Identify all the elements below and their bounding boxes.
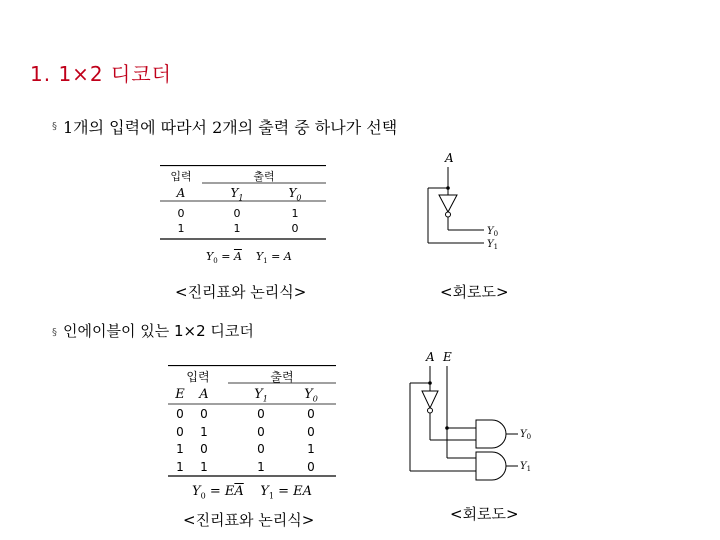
circuit2-input-e: E [443, 350, 452, 364]
output-header-2: 출력 [270, 370, 294, 384]
input-header-2: 입력 [186, 370, 210, 384]
col-y1-2: $Y_1$ [254, 387, 268, 404]
col-a: A [176, 186, 186, 200]
section2-text: 인에이블이 있는 1×2 디코더 [63, 322, 254, 340]
cell-a-2: 0 1 0 1 [200, 407, 208, 474]
caption-truth-table-1: <진리표와 논리식> [175, 283, 307, 301]
cell-y1-2: 0 0 0 1 [257, 407, 265, 474]
not-gate-icon-2 [422, 391, 438, 408]
caption-circuit-1: <회로도> [440, 283, 509, 301]
equations-1: $Y_0 = \overline{A}$ $Y_1 = A$ [206, 250, 292, 266]
caption-circuit-2: <회로도> [450, 505, 519, 523]
bullet-icon: § [52, 121, 57, 132]
not-gate-icon [439, 195, 457, 212]
cell-e: 0 0 1 1 [176, 407, 184, 474]
and-gate-icon-2 [476, 452, 506, 480]
circuit2-input-a: A [426, 350, 435, 364]
cell-y0-2: 0 0 1 0 [307, 407, 315, 474]
caption-truth-table-2: <진리표와 논리식> [183, 511, 315, 529]
cell-y1: 0 1 [233, 207, 241, 235]
circuit-1 [418, 150, 528, 250]
col-y1: $Y_1$ [230, 186, 244, 203]
page-title: 1. 1×2 디코더 [30, 62, 172, 86]
cell-a: 0 1 [177, 207, 185, 235]
svg-text:Y1: $Y_1$ [487, 239, 499, 250]
col-y0: $Y_0$ [288, 186, 302, 203]
svg-text:Y0: $Y_0$ [520, 429, 532, 441]
circuit-2 [400, 348, 550, 490]
input-header: 입력 [170, 170, 192, 183]
cell-y0: 1 0 [291, 207, 299, 235]
output-header: 출력 [253, 170, 275, 183]
col-e: E [175, 387, 185, 402]
section1-text: 1개의 입력에 따라서 2개의 출력 중 하나가 선택 [63, 118, 398, 137]
and-gate-icon [476, 420, 506, 448]
svg-text:Y1: $Y_1$ [520, 461, 532, 473]
svg-text:Y0: $Y_0$ [487, 226, 499, 238]
bullet-icon-2: § [52, 327, 57, 338]
equations-2: $Y_0 = E\overline{A}$ $Y_1$ = EA [192, 484, 313, 501]
circuit1-input-a: A [445, 151, 454, 165]
col-y0-2: $Y_0$ [304, 387, 318, 404]
col-a-2: A [199, 387, 209, 402]
